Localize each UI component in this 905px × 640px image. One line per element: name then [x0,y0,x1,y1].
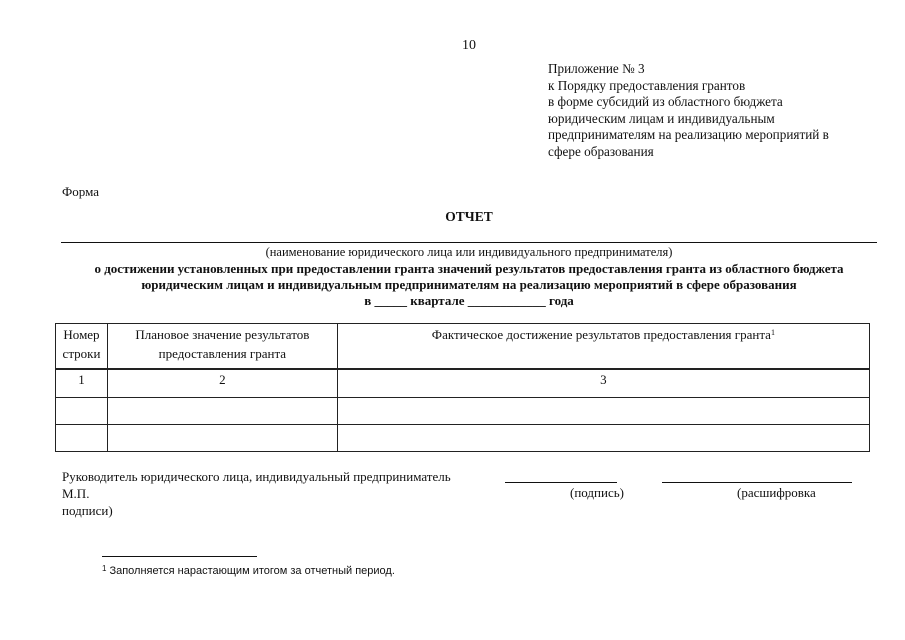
signature-caption: (подпись) [570,485,624,500]
report-title: ОТЧЕТ [445,209,493,224]
appendix-line: к Порядку предоставления грантов [548,77,746,93]
footnote-mark: 1 [770,328,775,337]
subtitle-line: юридическим лицам и индивидуальным предпринимателям на реализацию мероприятий в сфере образования [141,277,797,292]
appendix-header [548,61,868,160]
table-cell [337,425,869,452]
stamp-label: М.П. [62,486,90,501]
decoding-line [662,482,852,483]
report-subtitle [40,261,898,309]
table-cell [337,398,869,425]
form-label: Форма [62,184,99,199]
footnote-text: Заполняется нарастающим итогом за отчетный период. [109,565,395,577]
entity-name-caption: (наименование юридического лица или индивидуального предпринимателя) [265,245,673,259]
results-table [55,323,870,452]
header-actual-achievement: Фактическое достижение результатов предоставления гранта$^1$ [337,324,869,370]
footnote-mark: 1 [102,564,107,573]
column-number: 3 [337,369,869,398]
footnote [102,565,395,577]
table-cell [107,398,337,425]
table-cell [56,398,108,425]
subtitle-line: о достижении установленных при предоставлении гранта значений результатов предоставления гранта из областного бюджета [94,261,844,276]
signature-label-line: подписи) [62,503,113,518]
signature-line [505,482,617,483]
signature-label [62,468,451,519]
column-number: 1 [56,369,108,398]
decoding-caption: (расшифровка [737,485,816,500]
table-cell [56,425,108,452]
column-number: 2 [107,369,337,398]
entity-name-line [61,242,877,243]
table-row [56,398,870,425]
table-row [56,425,870,452]
footnote-separator [102,556,257,557]
appendix-line: юридическим лицам и индивидуальным [548,110,775,126]
appendix-line: сфере образования [548,143,654,159]
appendix-line: предпринимателям на реализацию мероприятий в [548,127,829,142]
header-planned-value: Плановое значение результатов предоставления гранта [107,324,337,370]
page-number: 10 [462,38,476,53]
signature-label-line: Руководитель юридического лица, индивидуальный предприниматель [62,469,451,484]
appendix-line: в форме субсидий из областного бюджета [548,94,783,109]
table-cell [107,425,337,452]
table-number-row [56,369,870,398]
table-header-row [56,324,870,370]
header-row-number: Номер строки [56,324,108,370]
subtitle-period-line: в _____ квартале ____________ года [364,293,574,308]
appendix-line: Приложение № 3 [548,61,645,76]
